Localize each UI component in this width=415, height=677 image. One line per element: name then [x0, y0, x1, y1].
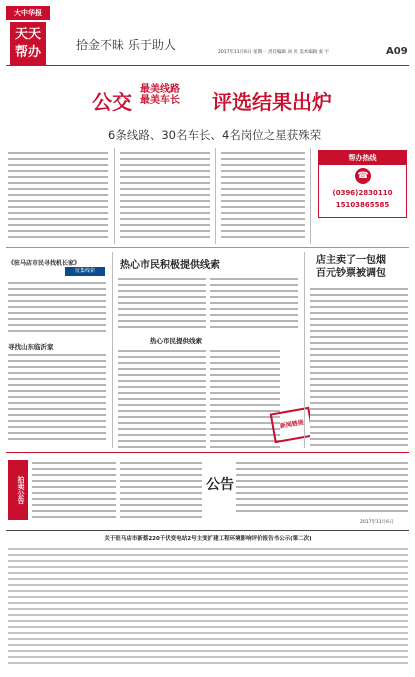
- phone-icon: ☎: [355, 168, 371, 184]
- center-story-body-3: [118, 348, 206, 448]
- slogan: 拾金不昧 乐于助人: [76, 38, 176, 52]
- mid-divider-1: [112, 252, 113, 448]
- page-number: A09: [386, 46, 408, 57]
- center-story-body-1: [118, 276, 206, 330]
- hotline-box: [318, 150, 407, 218]
- left-story-tag: 征集线索: [65, 267, 105, 276]
- column-name: [10, 22, 46, 66]
- notice-divider: [6, 452, 409, 453]
- headline: [92, 84, 412, 124]
- auction-notice-title: 拍卖公告: [8, 460, 28, 520]
- section-divider: [6, 247, 409, 248]
- news-stamp: [270, 407, 315, 443]
- center-story-body-4: [210, 348, 280, 448]
- footer-notice-title: 关于驻马店市新蔡220千伏变电站2号主变扩建工程环境影响评价报告书公示(第二次): [104, 536, 312, 542]
- hotline-title: 帮办热线: [319, 151, 406, 165]
- auction-notice-body: [32, 460, 116, 520]
- notice-date: 2017年11月6日: [360, 520, 394, 525]
- mid-divider-2: [304, 252, 305, 448]
- masthead-rule: [6, 65, 409, 66]
- upper-divider-3: [310, 148, 311, 244]
- news-stamp-text: 新闻链接: [279, 418, 305, 431]
- right-story-body: [310, 286, 408, 448]
- headline-stack-line1: 最美线路: [140, 84, 180, 95]
- upper-col-3: [221, 150, 305, 242]
- auction-notice-body-2: [120, 460, 202, 520]
- upper-divider-1: [114, 148, 115, 244]
- brand-logo: 大中华报: [6, 6, 50, 20]
- headline-stack-line2: 最美车长: [140, 95, 180, 106]
- date-line: 2017年11月6日 星期一 责任编辑 刘 贝 美术编辑 张 宇: [218, 50, 330, 55]
- right-story-title-line2: 百元钞票被调包: [316, 268, 386, 279]
- column-name-line2: 帮办: [14, 45, 41, 60]
- left-story-body-2: [8, 352, 106, 444]
- upper-col-1: [8, 150, 108, 242]
- left-story-subhead: 寻找山东临沂家: [8, 343, 54, 351]
- notice-title: 公告: [206, 477, 234, 493]
- center-story-subhead: 热心市民提供线索: [150, 337, 202, 345]
- footer-divider: [6, 530, 409, 531]
- headline-stack: [140, 84, 180, 106]
- hotline-phone-1: (0396)2830110: [332, 189, 393, 197]
- upper-divider-2: [215, 148, 216, 244]
- right-story-title: [316, 254, 408, 280]
- center-story-body-2: [210, 276, 298, 330]
- notice-body: [236, 460, 408, 516]
- masthead: [6, 6, 409, 66]
- hotline-phone-2: 15103865585: [335, 201, 390, 209]
- footer-notice-body: [8, 546, 408, 664]
- upper-col-2: [120, 150, 210, 242]
- headline-subtitle: 6条线路、30名车长、4名岗位之星获殊荣: [108, 128, 322, 142]
- right-story-title-line1: 店主卖了一包烟: [316, 255, 386, 266]
- headline-prefix: 公交: [92, 90, 132, 114]
- column-name-line1: 天天: [14, 27, 41, 42]
- headline-main: 评选结果出炉: [212, 90, 332, 114]
- left-story-body-1: [8, 280, 106, 336]
- left-story-title: 《驻马店市民寻找机长家》: [8, 260, 81, 267]
- center-story-title: 热心市民积极提供线索: [120, 260, 220, 271]
